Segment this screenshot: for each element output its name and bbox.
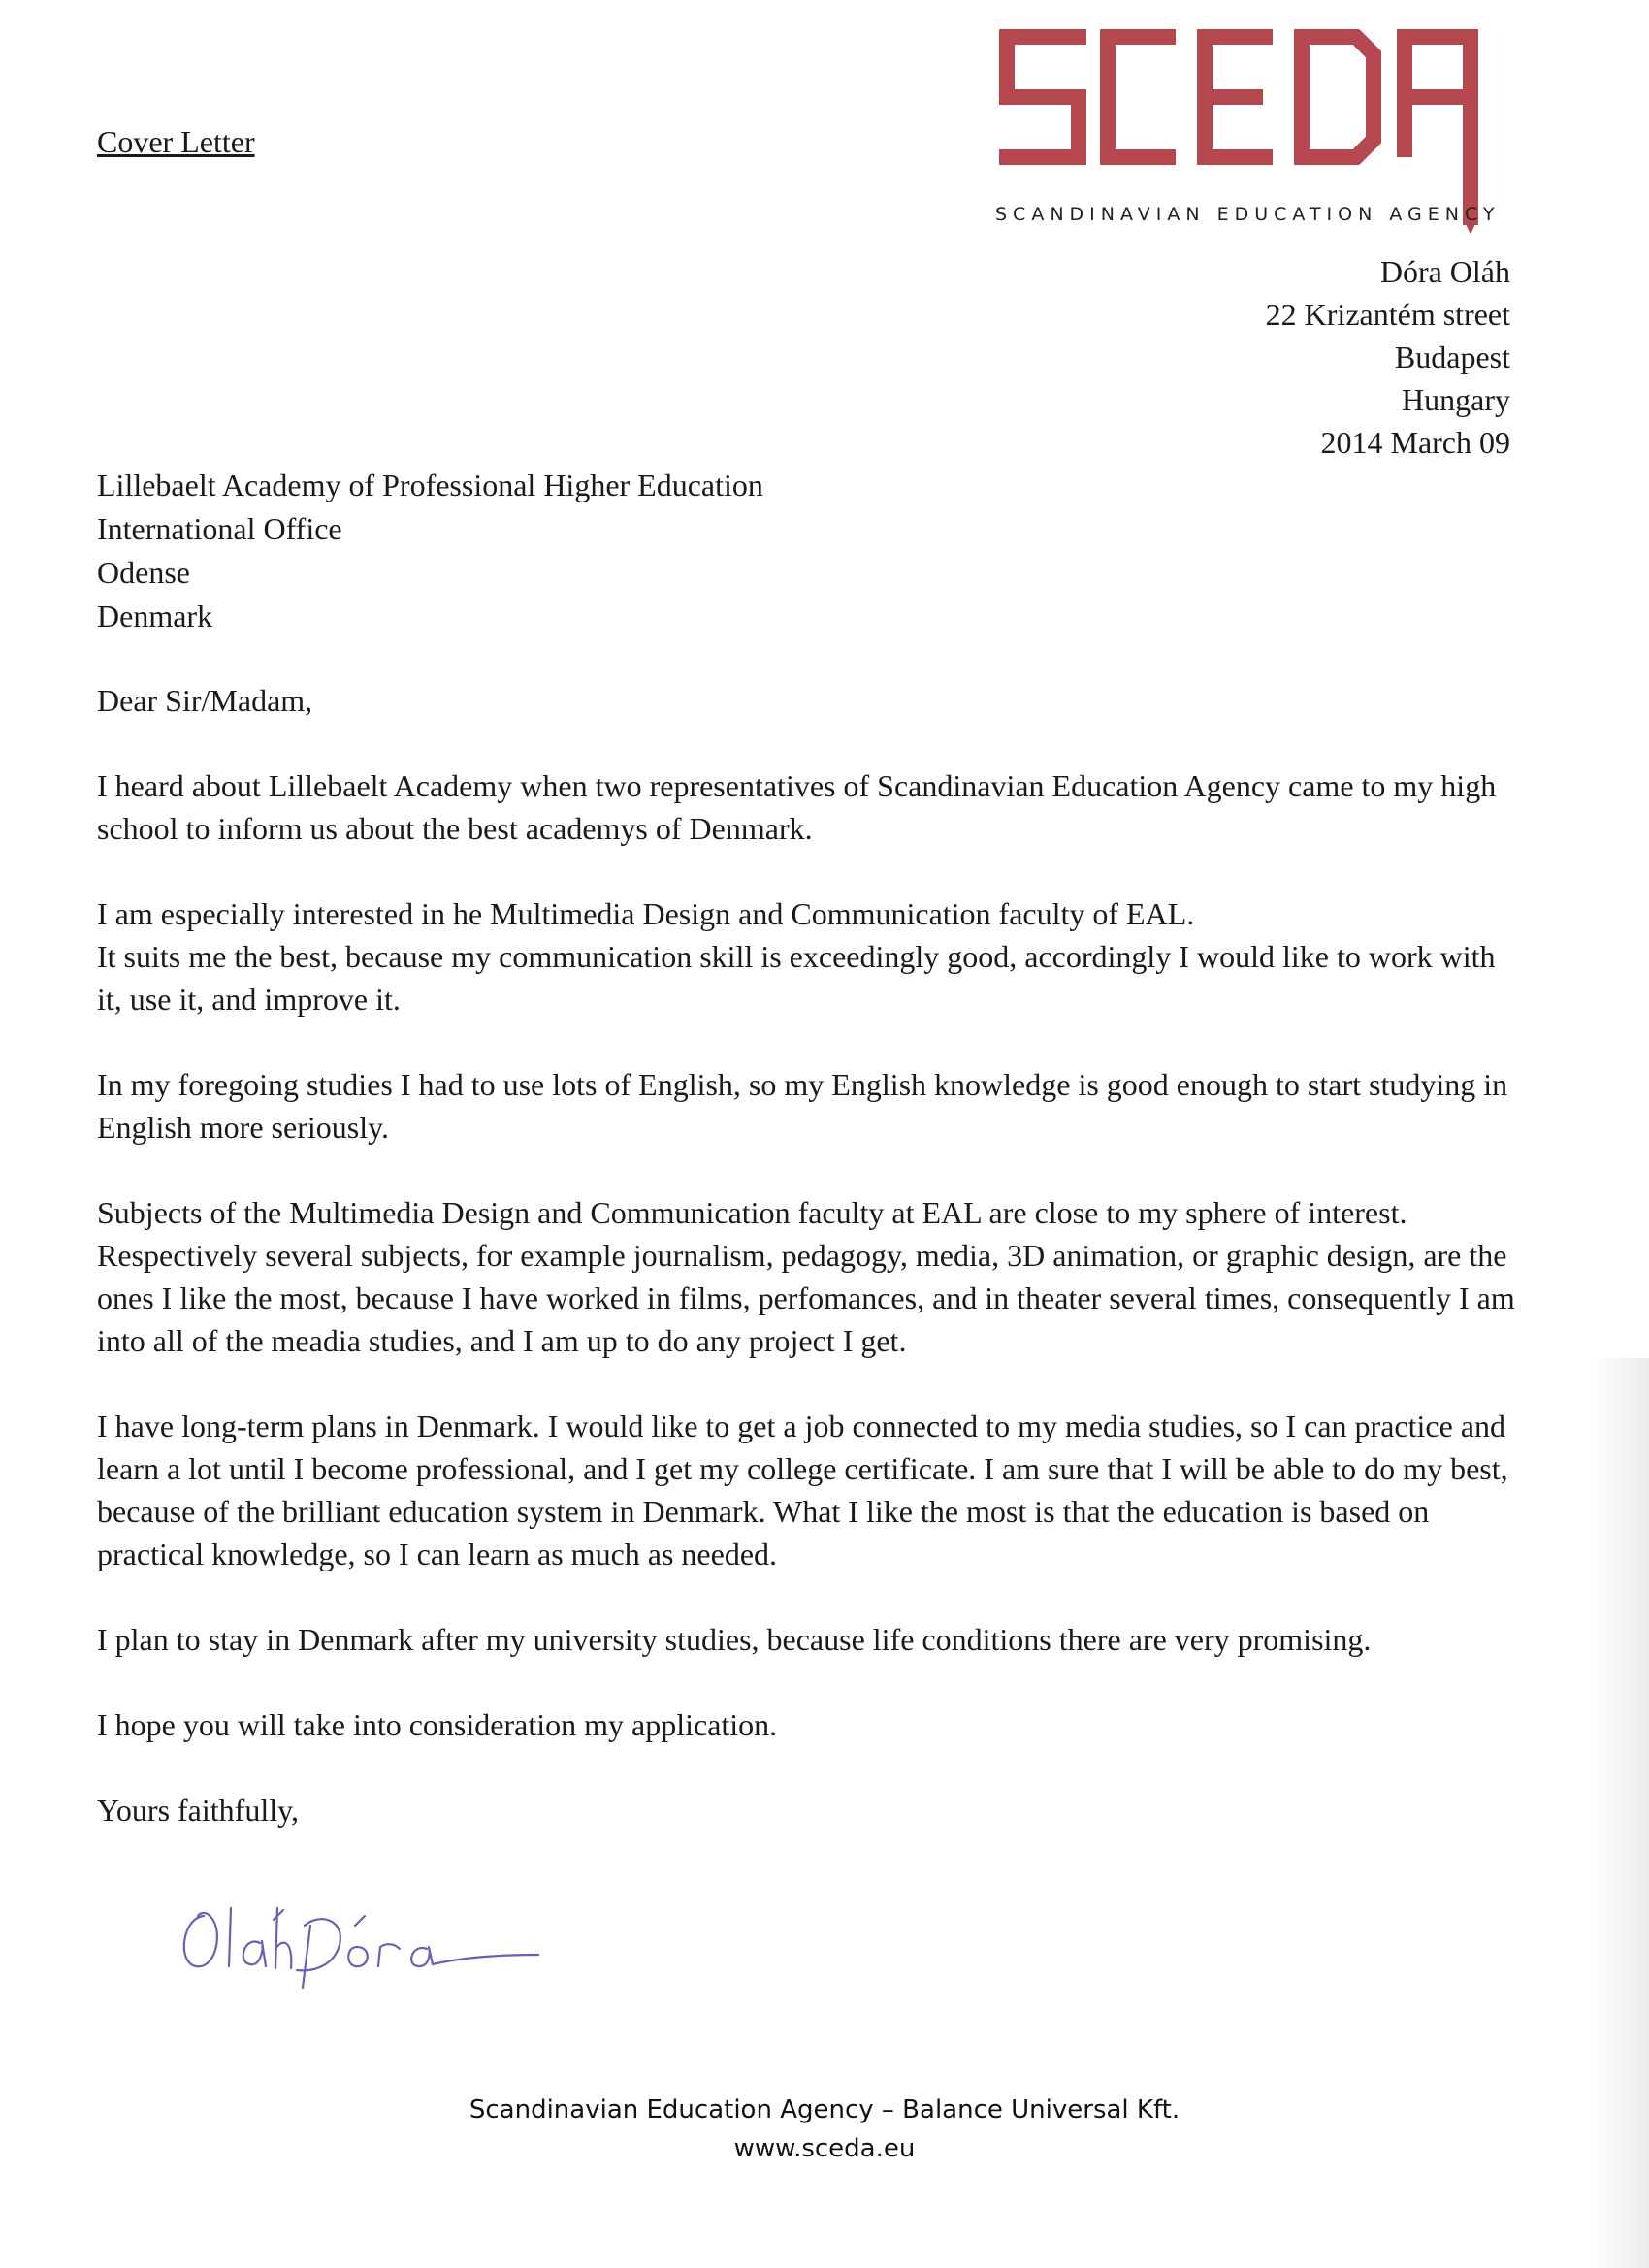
sender-street: 22 Krizantém street	[1265, 297, 1510, 332]
paragraph-5: I have long-term plans in Denmark. I would like to get a job connected to my media studies, so I can practice and learn a lot until I become professional, and I get my college certificate. I am sure that I will be able to do my best, because of the brilliant education system in Denmark. What I like the most is that the education is based on practical knowledge, so I can learn as much as needed.	[97, 1409, 1508, 1571]
paragraph-2	[97, 892, 1523, 1021]
paragraph-2-line-2: It suits me the best, because my communication skill is exceedingly good, accordingly I would like to work with it, use it, and improve it.	[97, 939, 1496, 1017]
paragraph-1: I heard about Lillebaelt Academy when two representatives of Scandinavian Education Agency came to my high school to inform us about the best academys of Denmark.	[97, 768, 1497, 846]
paragraph-2-line-1: I am especially interested in he Multimedia Design and Communication faculty of EAL.	[97, 896, 1195, 931]
sender-country: Hungary	[1402, 382, 1510, 417]
paragraph-3: In my foregoing studies I had to use lots of English, so my English knowledge is good enough to start studying in English more seriously.	[97, 1067, 1508, 1145]
paragraph-6: I plan to stay in Denmark after my university studies, because life conditions there are very promising.	[97, 1622, 1372, 1657]
salutation: Dear Sir/Madam,	[97, 683, 313, 718]
sender-city: Budapest	[1394, 340, 1510, 374]
sceda-logo	[989, 10, 1504, 233]
paragraph-4: Subjects of the Multimedia Design and Communication faculty at EAL are close to my sphere of interest. Respectively several subjects, for example journalism, pedagogy, media, 3D animation, or graphic design, are the ones I like the most, because I have worked in films, perfomances, and in theater several times, consequently I am into all of the meadia studies, and I am up to do any project I get.	[97, 1195, 1515, 1358]
footer-company: Scandinavian Education Agency – Balance Universal Kft.	[469, 2095, 1180, 2124]
recipient-address-block	[97, 464, 763, 638]
letter-body	[97, 679, 1523, 1874]
signature-drawing	[175, 1887, 563, 1993]
recipient-office: International Office	[97, 511, 342, 546]
recipient-country: Denmark	[97, 599, 213, 633]
letter-footer	[0, 2090, 1649, 2168]
document-title: Cover Letter	[97, 124, 255, 159]
footer-website: www.sceda.eu	[733, 2134, 916, 2163]
letter-date: 2014 March 09	[1320, 425, 1510, 460]
paragraph-7: I hope you will take into consideration my application.	[97, 1707, 778, 1742]
logo-tagline: SCANDINAVIAN EDUCATION AGENCY	[995, 204, 1501, 225]
recipient-institution: Lillebaelt Academy of Professional Higher Education	[97, 468, 763, 502]
sender-address-block	[1266, 250, 1510, 464]
sceda-logo-mark	[989, 10, 1504, 233]
recipient-city: Odense	[97, 555, 190, 590]
sender-name: Dóra Oláh	[1379, 254, 1510, 289]
closing: Yours faithfully,	[97, 1793, 300, 1828]
handwritten-signature	[175, 1887, 563, 1993]
